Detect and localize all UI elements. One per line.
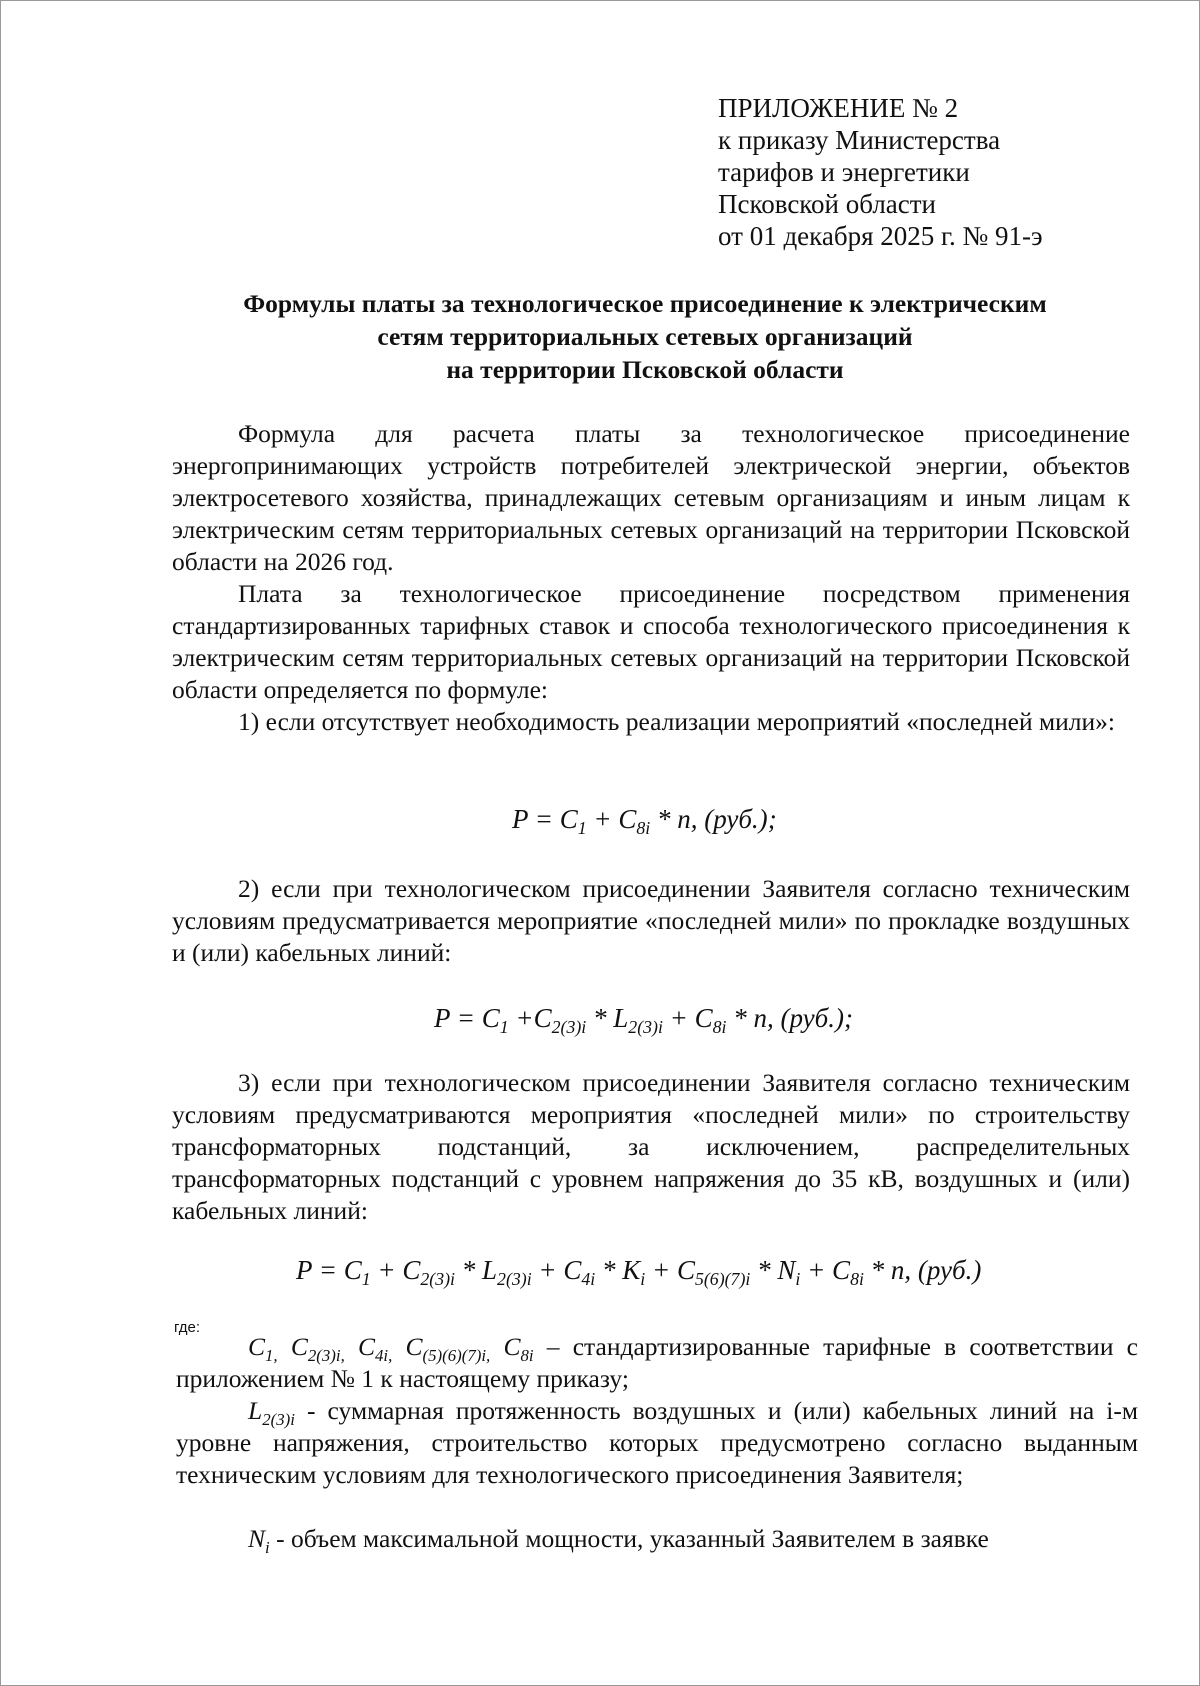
case-3-paragraph: 3) если при технологическом присоединении Заявителя согласно техническим условиям предусматриваются мероприятия «последней мили» по строительству трансформаторных подстанций, за исключением, распределительных трансформаторных подстанций с уровнем напряжения до 35 кВ, воздушных и (или) кабельных линий:: [172, 1068, 1130, 1225]
formula-1-unit: (руб.): [704, 804, 768, 834]
appendix-ministry: тарифов и энергетики: [718, 157, 970, 187]
case-1-paragraph: 1) если отсутствует необходимость реализации мероприятий «последней мили»:: [238, 707, 1115, 736]
appendix-region: Псковской области: [718, 189, 937, 219]
formula-3-unit: (руб.): [917, 1255, 982, 1285]
definition-length-text: - суммарная протяженность воздушных и (или) кабельных линий на i-м уровне напряжения, строительство которых предусмотрено согласно выданным техническим условиям для технологического присоединения Заявителя;: [176, 1396, 1138, 1489]
title-line-1: Формулы платы за технологическое присоединение к электрическим: [243, 289, 1047, 318]
formula-3: $P = C_1 + C_{2(3)i} * L_{2(3)i} + C_{4i} * K_i + C_{5(6)(7)i} * N_i + C_{8i} * n$, (руб.): [296, 1255, 982, 1290]
appendix-order-ref: к приказу Министерства: [718, 125, 1001, 155]
definition-length-symbol: $L_{2(3)i}$: [248, 1396, 295, 1429]
title-line-2: сетям территориальных сетевых организаций: [377, 322, 913, 351]
definition-tariffs-symbols: $C_{1,}$ $C_{2(3)i,}$ $C_{4i,}$ $C_{(5)(6)(7)i,}$ $C_{8i}$: [248, 1332, 534, 1365]
appendix-number: ПРИЛОЖЕНИЕ № 2: [718, 93, 959, 123]
appendix-date: от 01 декабря 2025 г. № 91-э: [718, 221, 1043, 251]
basis-paragraph: Плата за технологическое присоединение посредством применения стандартизированных тарифных ставок и способа технологического присоединения к электрическим сетям территориальных сетевых организаций на территории Псковской области определяется по формуле:: [172, 579, 1130, 704]
definition-tariffs: [176, 1331, 1138, 1395]
appendix-header: [718, 92, 1158, 252]
definition-power-symbol: $N_i$: [248, 1524, 270, 1557]
definition-length: [176, 1395, 1138, 1491]
title-line-3: на территории Псковской области: [446, 355, 844, 384]
definition-power: [176, 1523, 1138, 1555]
definition-tariffs-text: – стандартизированные тарифные в соответствии с приложением № 1 к настоящему приказу;: [176, 1332, 1138, 1393]
where-label: где:: [174, 1319, 201, 1336]
case-2-paragraph: 2) если при технологическом присоединении Заявителя согласно техническим условиям предусматривается мероприятие «последней мили» по прокладке воздушных и (или) кабельных линий:: [172, 874, 1130, 967]
formula-2: $P = C_1 +C_{2(3)i} * L_{2(3)i} + C_{8i} * n$, (руб.);: [434, 1003, 853, 1038]
intro-paragraph: Формула для расчета платы за технологическое присоединение энергопринимающих устройств потребителей электрической энергии, объектов электросетевого хозяйства, принадлежащих сетевым организациям и иным лицам к электрическим сетям территориальных сетевых организаций на территории Псковской области на 2026 год.: [172, 419, 1130, 576]
document-title: [160, 287, 1130, 386]
formula-2-unit: (руб.): [780, 1003, 844, 1033]
formula-1: $P = C_1 + C_{8i} * n$, (руб.);: [512, 804, 777, 839]
definition-power-text: - объем максимальной мощности, указанный Заявителем в заявке: [276, 1524, 989, 1553]
